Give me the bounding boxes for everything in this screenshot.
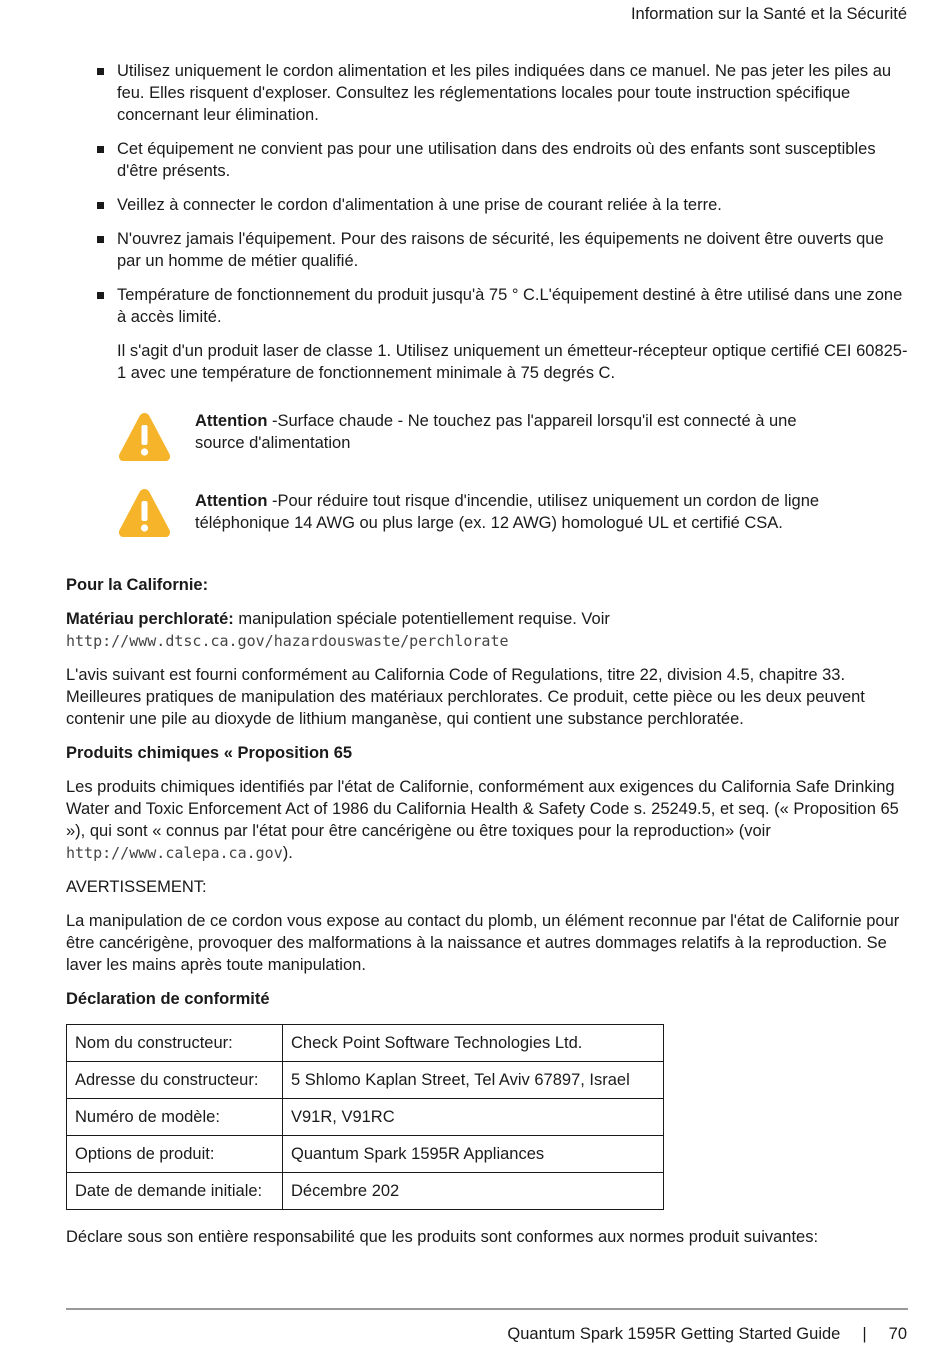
perchlorate-label: Matériau perchloraté:: [66, 610, 234, 628]
warning-fire-risk: [66, 490, 908, 550]
list-item: Veillez à connecter le cordon d'alimentation à une prise de courant reliée à la terre.: [66, 194, 908, 216]
calepa-url: http://www.calepa.ca.gov: [66, 844, 283, 862]
bullet-square-icon: [97, 68, 104, 75]
perchlorate-url: http://www.dtsc.ca.gov/hazardouswaste/perchlorate: [66, 632, 509, 650]
declaration-closing: Déclare sous son entière responsabilité que les produits sont conformes aux normes produit suivantes:: [66, 1228, 819, 1246]
table-row: Numéro de modèle: V91R, V91RC: [67, 1099, 664, 1136]
perchlorate-paragraph: Matériau perchloraté: manipulation spéciale potentiellement requise. Voir http://www.dtsc.ca.gov/hazardouswaste/perchlorate: [66, 610, 610, 650]
warning-icon: [117, 486, 172, 541]
prop65-paragraph: Les produits chimiques identifiés par l'état de Californie, conformément aux exigences du California Safe Drinking Water and Toxic Enforcement Act of 1986 du California Health & Safety Code s. 25249.5, et seq. (« Proposition 65 »), qui sont « connus par l'état pour être cancérigène ou être toxiques pour la reproduction» (voir http://www.calepa.ca.gov).: [66, 778, 899, 862]
page-footer: [507, 1325, 907, 1344]
california-heading: Pour la Californie:: [66, 576, 209, 594]
perchlorate-notice: L'avis suivant est fourni conformément au California Code of Regulations, titre 22, division 4.5, chapitre 33. Meilleures pratiques de manipulation des matériaux perchlorates. Ce produit, cette pièce ou les deux peuvent contenir une pile au dioxyde de lithium manganèse, qui contient une substance perchloratée.: [66, 666, 865, 728]
page-number: 70: [888, 1325, 907, 1343]
warning-label: Attention: [195, 412, 268, 430]
footer-guide-title: Quantum Spark 1595R Getting Started Guide: [507, 1325, 841, 1343]
list-item: N'ouvrez jamais l'équipement. Pour des raisons de sécurité, les équipements ne doivent être ouverts que par un homme de métier qualifié.: [66, 228, 908, 272]
warning-text: -Pour réduire tout risque d'incendie, utilisez uniquement un cordon de ligne téléphonique 14 AWG ou plus large (ex. 12 AWG) homologué UL et certifié CSA.: [195, 492, 820, 532]
avertissement-text: La manipulation de ce cordon vous expose au contact du plomb, un élément reconnue par l'état de Californie pour être cancérigène, provoquer des malformations à la naissance et autres dommages relatifs à la reproduction. Se laver les mains après toute manipulation.: [66, 912, 900, 974]
list-item: Température de fonctionnement du produit jusqu'à 75 ° C.L'équipement destiné à être utilisé dans une zone à accès limité.: [66, 284, 908, 328]
page-header-title: Information sur la Santé et la Sécurité: [630, 5, 907, 23]
page-content: [66, 60, 908, 1260]
table-row: Nom du constructeur: Check Point Software Technologies Ltd.: [67, 1025, 664, 1062]
avertissement-heading: AVERTISSEMENT:: [66, 878, 207, 896]
bullet-square-icon: [97, 146, 104, 153]
footer-divider: [66, 1308, 908, 1310]
bullet-square-icon: [97, 202, 104, 209]
declaration-table: [66, 1024, 664, 1210]
warning-label: Attention: [195, 492, 268, 510]
footer-separator: |: [862, 1325, 867, 1343]
table-row: Date de demande initiale: Décembre 202: [67, 1173, 664, 1210]
list-item: Utilisez uniquement le cordon alimentation et les piles indiquées dans ce manuel. Ne pas jeter les piles au feu. Elles risquent d'exploser. Consultez les réglementations locales pour toute instruction spécifique concernant leur élimination.: [66, 60, 908, 126]
laser-note: Il s'agit d'un produit laser de classe 1. Utilisez uniquement un émetteur-récepteur optique certifié CEI 60825-1 avec une température de fonctionnement minimale à 75 degrés C.: [117, 342, 908, 382]
prop65-heading: Produits chimiques « Proposition 65: [66, 744, 353, 762]
declaration-heading: Déclaration de conformité: [66, 990, 270, 1008]
warning-icon: [117, 410, 172, 465]
list-item: Cet équipement ne convient pas pour une utilisation dans des endroits où des enfants sont susceptibles d'être présents.: [66, 138, 908, 182]
table-row: Options de produit: Quantum Spark 1595R Appliances: [67, 1136, 664, 1173]
safety-bullet-list: [66, 60, 908, 328]
bullet-square-icon: [97, 236, 104, 243]
bullet-square-icon: [97, 292, 104, 299]
table-row: Adresse du constructeur: 5 Shlomo Kaplan Street, Tel Aviv 67897, Israel: [67, 1062, 664, 1099]
warning-hot-surface: [66, 410, 908, 470]
warning-text: -Surface chaude - Ne touchez pas l'appareil lorsqu'il est connecté à une source d'alimentation: [195, 412, 797, 452]
